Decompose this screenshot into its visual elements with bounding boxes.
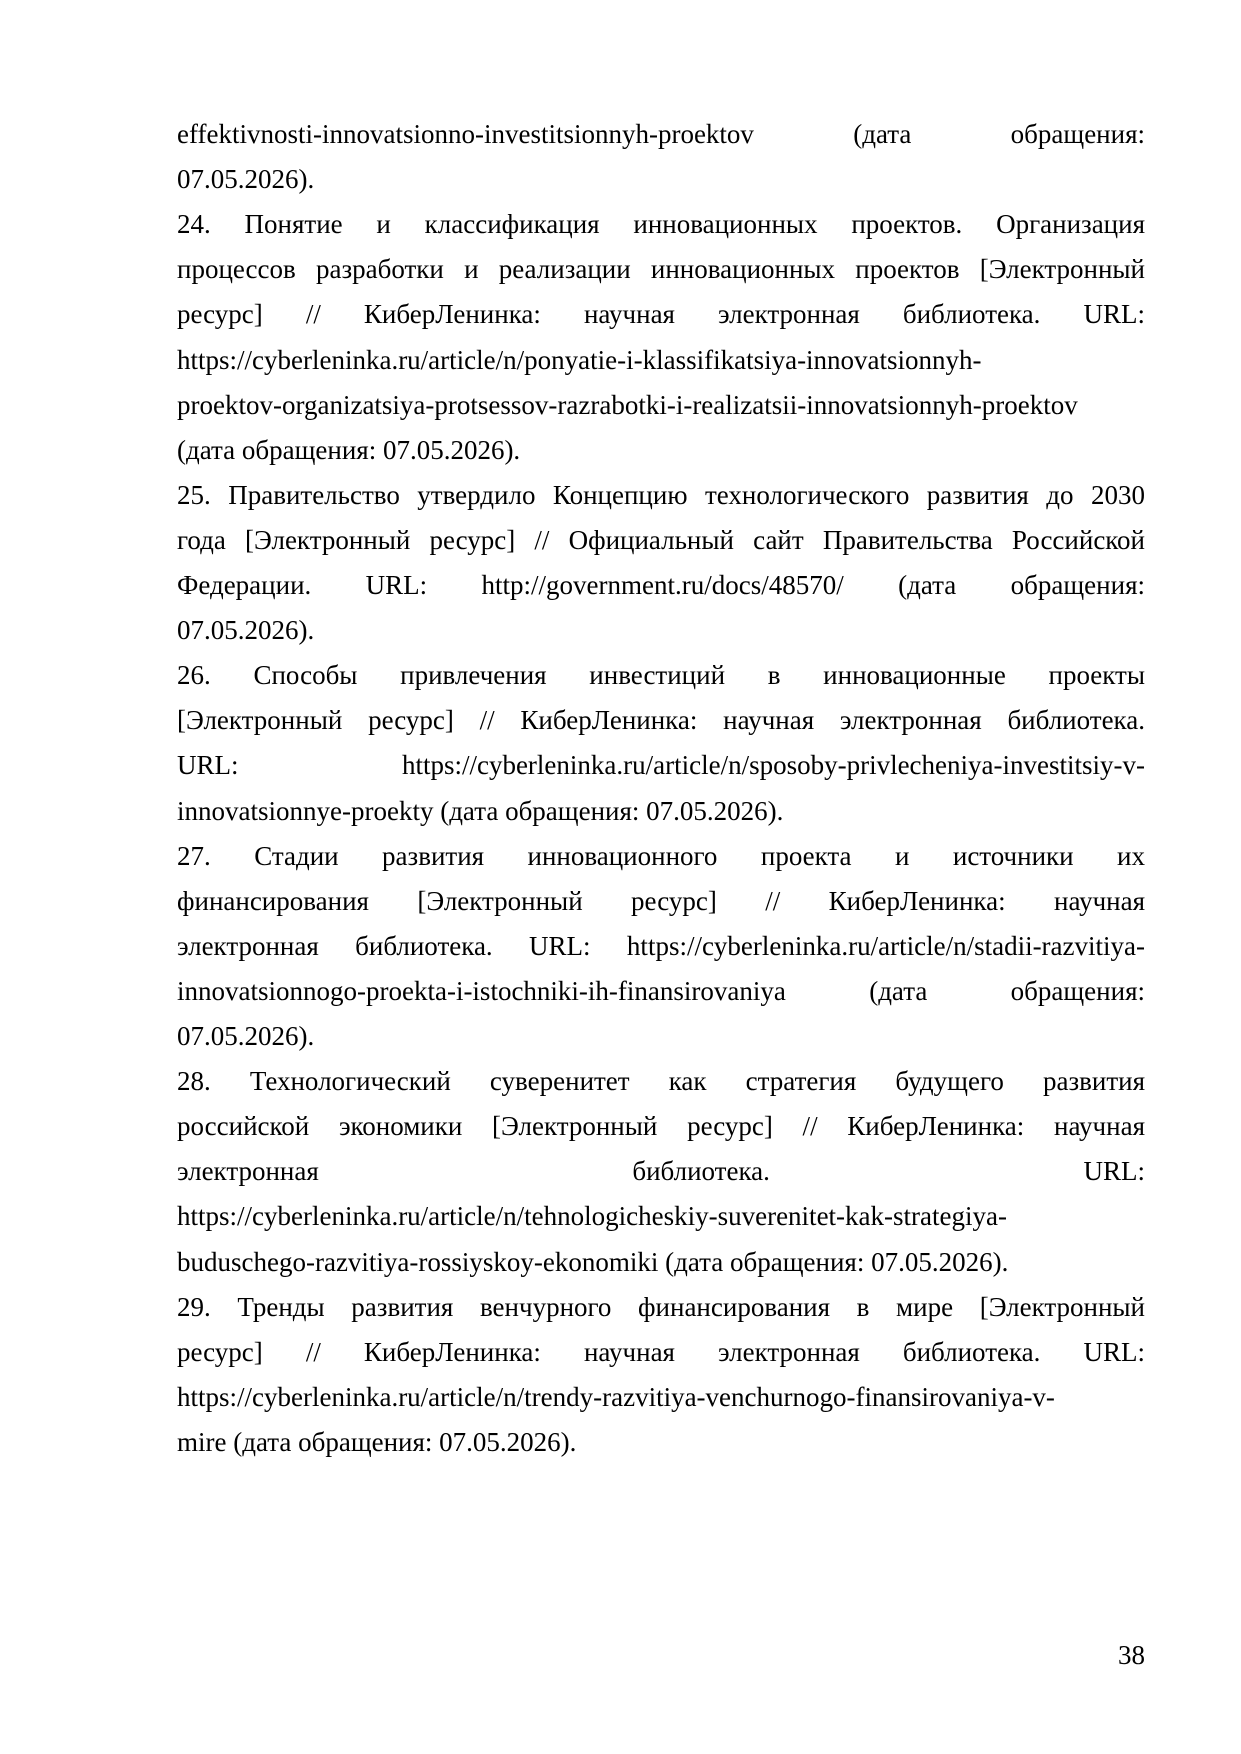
text-line: https://cyberleninka.ru/article/n/tehnologicheskiy-suverenitet-kak-strategiya- <box>177 1201 1007 1231</box>
text-line: 29. Тренды развития венчурного финансирования в мире [Электронный <box>177 1292 1145 1322</box>
text-line: Федерации. URL: http://government.ru/docs/48570/ (дата обращения: <box>177 570 1145 600</box>
text-line: ресурс] // КиберЛенинка: научная электронная библиотека. URL: <box>177 299 1145 329</box>
text-line: https://cyberleninka.ru/article/n/trendy-razvitiya-venchurnogo-finansirovaniya-v- <box>177 1382 1055 1412</box>
text-line: effektivnosti-innovatsionno-investitsionnyh-proektov (дата обращения: <box>177 119 1145 149</box>
text-line: 07.05.2026). <box>177 1021 315 1051</box>
page-number: 38 <box>1118 1640 1145 1670</box>
text-line: https://cyberleninka.ru/article/n/ponyatie-i-klassifikatsiya-innovatsionnyh- <box>177 345 982 375</box>
text-line: URL: https://cyberleninka.ru/article/n/sposoby-privlecheniya-investitsiy-v- <box>177 750 1145 780</box>
text-line: buduschego-razvitiya-rossiyskoy-ekonomiki (дата обращения: 07.05.2026). <box>177 1247 1009 1277</box>
text-line: российской экономики [Электронный ресурс] // КиберЛенинка: научная <box>177 1111 1145 1141</box>
text-line: ресурс] // КиберЛенинка: научная электронная библиотека. URL: <box>177 1337 1145 1367</box>
text-line: 27. Стадии развития инновационного проекта и источники их <box>177 841 1145 871</box>
text-line: года [Электронный ресурс] // Официальный сайт Правительства Российской <box>177 525 1145 555</box>
text-line: mire (дата обращения: 07.05.2026). <box>177 1427 577 1457</box>
text-line: процессов разработки и реализации инновационных проектов [Электронный <box>177 254 1145 284</box>
text-line: 07.05.2026). <box>177 615 315 645</box>
text-line: proektov-organizatsiya-protsessov-razrabotki-i-realizatsii-innovatsionnyh-proektov <box>177 390 1078 420</box>
text-line: 24. Понятие и классификация инновационных проектов. Организация <box>177 209 1145 239</box>
text-line: 26. Способы привлечения инвестиций в инновационные проекты <box>177 660 1145 690</box>
text-line: innovatsionnye-proekty (дата обращения: 07.05.2026). <box>177 796 784 826</box>
text-line: 07.05.2026). <box>177 164 315 194</box>
text-line: 28. Технологический суверенитет как стратегия будущего развития <box>177 1066 1145 1096</box>
text-line: финансирования [Электронный ресурс] // КиберЛенинка: научная <box>177 886 1145 916</box>
text-line: электронная библиотека. URL: <box>177 1156 1145 1186</box>
text-line: 25. Правительство утвердило Концепцию технологического развития до 2030 <box>177 480 1145 510</box>
text-line: электронная библиотека. URL: https://cyberleninka.ru/article/n/stadii-razvitiya- <box>177 931 1145 961</box>
text-line: (дата обращения: 07.05.2026). <box>177 435 521 465</box>
text-line: innovatsionnogo-proekta-i-istochniki-ih-finansirovaniya (дата обращения: <box>177 976 1145 1006</box>
text-line: [Электронный ресурс] // КиберЛенинка: научная электронная библиотека. <box>177 705 1145 735</box>
